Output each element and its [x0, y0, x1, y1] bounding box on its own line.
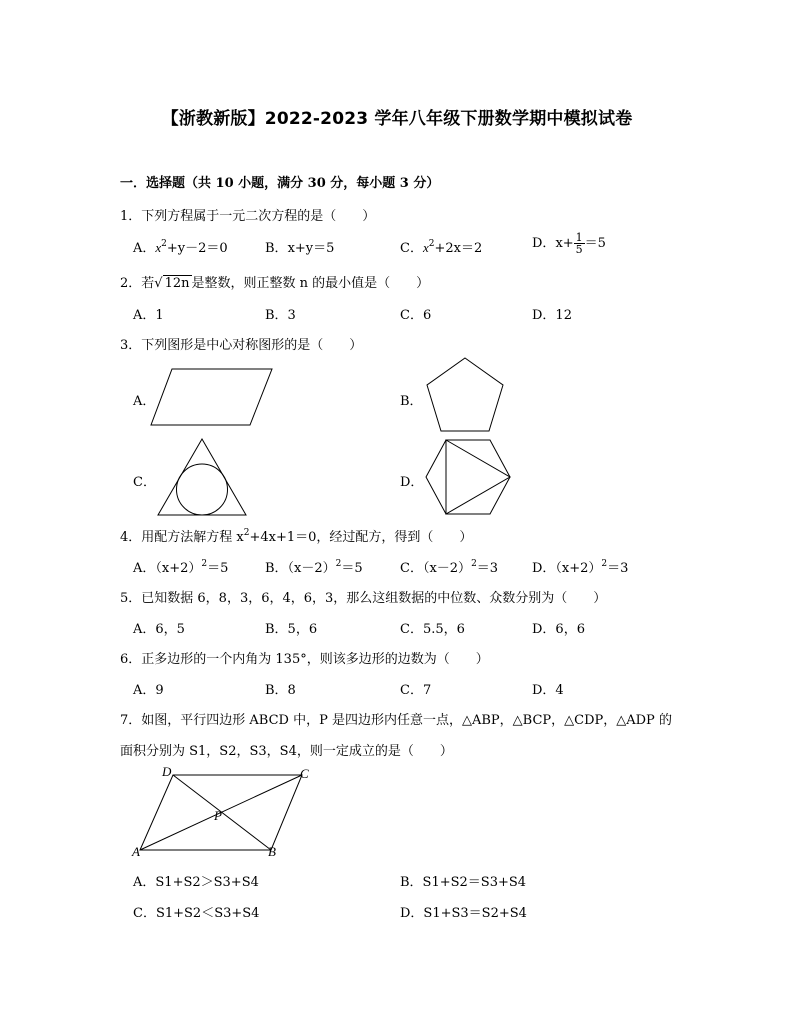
question-2-option-b[interactable]: B．3 [265, 308, 296, 323]
question-7-option-a[interactable]: A．S1+S2＞S3+S4 [133, 875, 259, 890]
question-5-stem: 5．已知数据 6，8，3，6，4，6，3，那么这组数据的中位数、众数分别为（ ） [120, 591, 607, 606]
question-4-option-c[interactable]: C．$(x-2)^2=3$ [400, 559, 499, 576]
question-4-option-a[interactable]: A．$(x+2)^2=5$ [133, 559, 229, 576]
segment-dp-b [173, 775, 271, 850]
question-7-option-c[interactable]: C．S1+S2＜S3+S4 [133, 906, 260, 921]
vertex-label-d: D [162, 764, 172, 779]
parallelogram-figure [150, 368, 275, 428]
pentagon-figure [424, 356, 506, 434]
question-2-option-a[interactable]: A．1 [133, 308, 164, 323]
question-2-stem: 2．若√ 12n 是整数，则正整数 n 的最小值是（ ） [120, 276, 430, 291]
question-4-stem: 4．用配方法解方程 $x^2+4x+1=0$，经过配方，得到（ ） [120, 528, 473, 545]
question-3-option-b[interactable]: B． [400, 394, 423, 409]
question-1-option-a[interactable]: A．$x^2+y-2=0$ [133, 239, 228, 256]
question-7-option-d[interactable]: D．S1+S3＝S2+S4 [400, 906, 527, 921]
question-1-stem: 1．下列方程属于一元二次方程的是（ ） [120, 209, 376, 224]
question-4-option-b[interactable]: B．$(x-2)^2=5$ [265, 559, 363, 576]
question-5-option-c[interactable]: C．5.5，6 [400, 622, 465, 637]
question-6-option-d[interactable]: D．4 [532, 683, 564, 698]
question-4-option-d[interactable]: D．$(x+2)^2=3$ [532, 559, 629, 576]
question-5-option-a[interactable]: A．6，5 [133, 622, 185, 637]
exam-title: 【浙教新版】2022-2023 学年八年级下册数学期中模拟试卷 [161, 109, 633, 129]
question-3-option-d[interactable]: D． [400, 475, 424, 490]
question-1-option-d[interactable]: D．x+ $\frac{1}{5}$ ＝5 [532, 231, 606, 256]
question-5-option-d[interactable]: D．6，6 [532, 622, 585, 637]
vertex-label-b: B [268, 844, 276, 859]
question-2-option-d[interactable]: D．12 [532, 308, 572, 323]
section-heading: 一．选择题（共 10 小题，满分 30 分，每小题 3 分） [120, 176, 440, 191]
triangle-with-incircle-figure [156, 437, 248, 517]
question-2-option-c[interactable]: C．6 [400, 308, 432, 323]
parallelogram-abcd-figure [130, 764, 320, 860]
question-5-option-b[interactable]: B．5，6 [265, 622, 318, 637]
question-1-option-b[interactable]: B．x+y＝5 [265, 241, 335, 256]
question-6-option-c[interactable]: C．7 [400, 683, 432, 698]
fraction-one-fifth: $\frac{1}{5}$ [575, 231, 583, 256]
point-label-p: P [214, 808, 222, 823]
question-3-stem: 3．下列图形是中心对称图形的是（ ） [120, 338, 363, 353]
question-7-stem-line-1: 7．如图，平行四边形 ABCD 中，P 是四边形内任意一点，△ABP，△BCP，△CDP，△ADP 的 [120, 713, 672, 728]
question-7-option-b[interactable]: B．S1+S2＝S3+S4 [400, 875, 527, 890]
vertex-label-c: C [300, 766, 309, 781]
question-3-option-a[interactable]: A． [133, 394, 156, 409]
hexagon-with-triangle-figure [424, 438, 512, 516]
question-6-option-b[interactable]: B．8 [265, 683, 296, 698]
vertex-label-a: A [132, 844, 140, 859]
question-1-option-c[interactable]: C．$x^2+2x=2$ [400, 239, 483, 256]
question-6-option-a[interactable]: A．9 [133, 683, 164, 698]
square-root-icon: √ 12n [154, 276, 190, 291]
question-3-option-c[interactable]: C． [133, 475, 156, 490]
question-7-stem-line-2: 面积分别为 S1，S2，S3，S4，则一定成立的是（ ） [120, 744, 453, 759]
question-6-stem: 6．正多边形的一个内角为 135°，则该多边形的边数为（ ） [120, 652, 489, 667]
